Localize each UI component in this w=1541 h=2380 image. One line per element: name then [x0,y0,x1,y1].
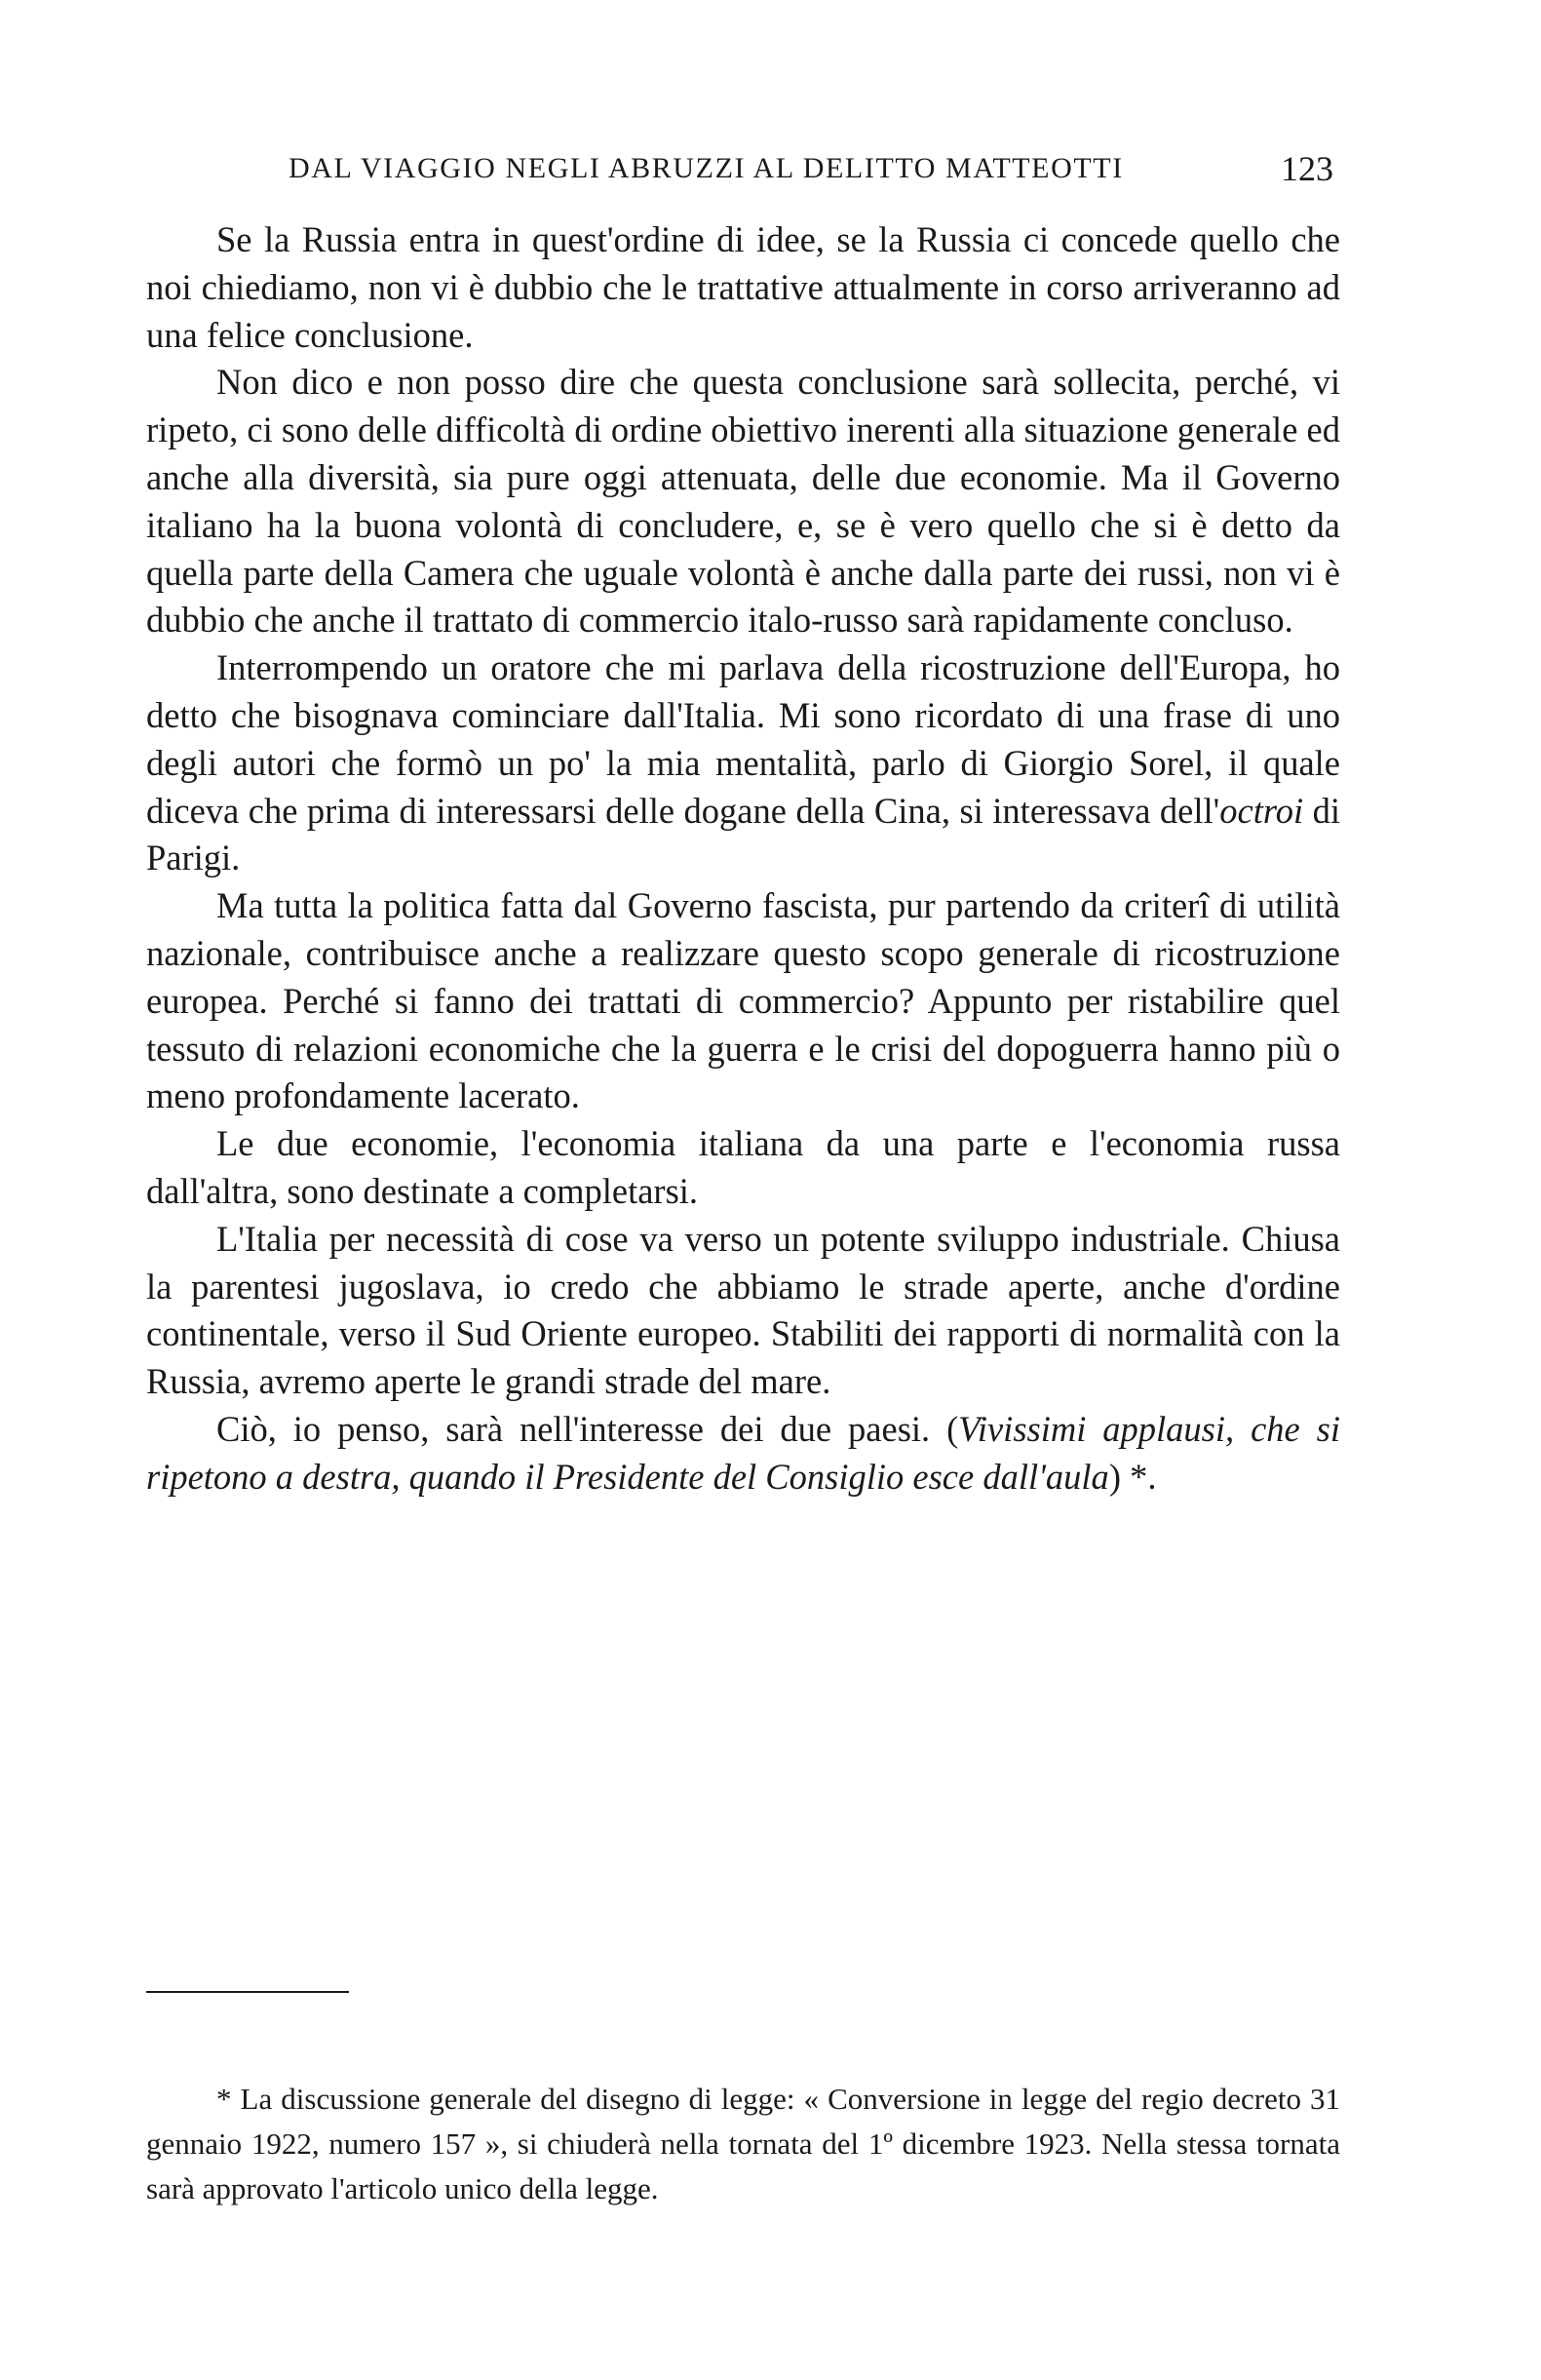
paragraph-text: Interrompendo un oratore che mi parlava della ricostruzione dell'Europa, ho detto che bisognava cominciare dall'Italia. Mi sono ricordato di una frase di uno degli autori che formò un po' la mia mentalità, parlo di Giorgio Sorel, il quale diceva che prima di interessarsi delle dogane della Cina, si interessava dell' [146,647,1340,831]
paragraph: Le due economie, l'economia italiana da una parte e l'economia russa dall'altra, sono destinate a completarsi. [146,1123,1340,1211]
paragraph: L'Italia per necessità di cose va verso un potente sviluppo industriale. Chiusa la parentesi jugoslava, io credo che abbiamo le strade aperte, anche d'ordine continentale, verso il Sud Oriente europeo. Stabiliti dei rapporti di normalità con la Russia, avremo aperte le grandi strade del mare. [146,1218,1340,1402]
paragraph: Se la Russia entra in quest'ordine di idee, se la Russia ci concede quello che noi chiediamo, non vi è dubbio che le trattative attualmente in corso arriveranno ad una felice conclusione. [146,219,1340,355]
italic-term: octroi [1219,790,1304,831]
paragraph: Ma tutta la politica fatta dal Governo fascista, pur partendo da criterî di utilità nazionale, contribuisce anche a realizzare questo scopo generale di ricostruzione europea. Perché si fanno dei trattati di commercio? Appunto per ristabilire quel tessuto di relazioni economiche che la guerra e le crisi del dopoguerra hanno più o meno profondamente lacerato. [146,885,1340,1116]
body-text [146,216,1340,1502]
running-title: DAL VIAGGIO NEGLI ABRUZZI AL DELITTO MATTEOTTI [289,152,1124,184]
stage-direction: Vivissimi applausi, che si ripetono a destra, quando il Presidente del Consiglio esce dall'aula [146,1408,1340,1497]
paragraph-text: ) *. [1108,1456,1157,1497]
paragraph-text: di Parigi. [146,790,1340,878]
paragraph [146,644,1340,882]
footnote-rule [146,1991,349,1993]
running-head [242,148,1333,195]
footnote: * La discussione generale del disegno di legge: « Conversione in legge del regio decreto 31 gennaio 1922, numero 157 », si chiuderà nella tornata del 1º dicembre 1923. Nella stessa tornata sarà approvato l'articolo unico della legge. [146,2082,1340,2205]
paragraph: Non dico e non posso dire che questa conclusione sarà sollecita, perché, vi ripeto, ci sono delle difficoltà di ordine obiettivo inerenti alla situazione generale ed anche alla diversità, sia pure oggi attenuata, delle due economie. Ma il Governo italiano ha la buona volontà di concludere, e, se è vero quello che si è detto da quella parte della Camera che uguale volontà è anche dalla parte dei russi, non vi è dubbio che anche il trattato di commercio italo-russo sarà rapidamente concluso. [146,362,1340,641]
paragraph-text: Ciò, io penso, sarà nell'interesse dei due paesi. ( [216,1408,959,1449]
page-number: 123 [1281,149,1333,188]
paragraph [146,1406,1340,1502]
